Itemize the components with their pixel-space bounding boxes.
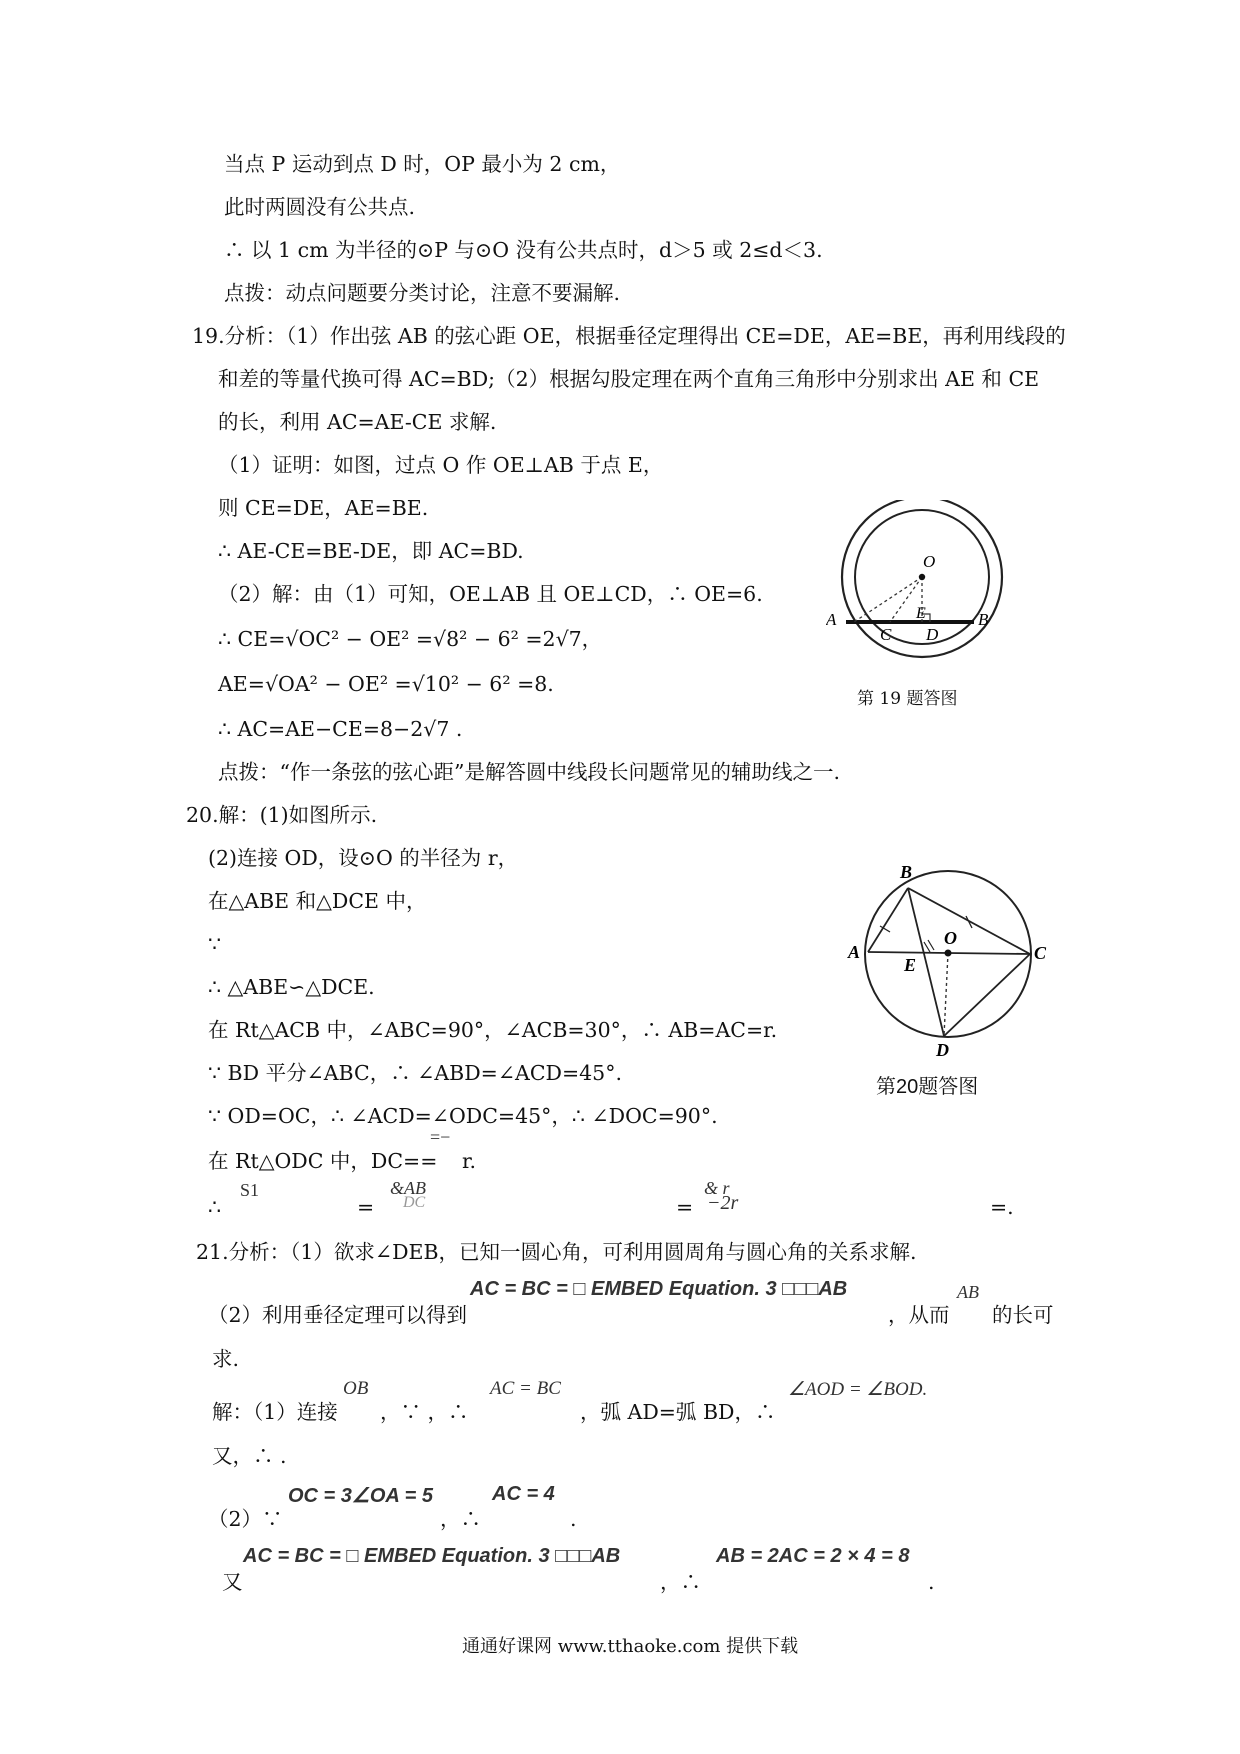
figure-20-caption: 第20题答图	[876, 1076, 979, 1098]
text-line: 19.分析：（1）作出弦 AB 的弦心距 OE，根据垂径定理得出 CE=DE，AE=BE，再利用线段的	[192, 324, 1066, 348]
embed-equation: AC = BC = □ EMBED Equation. 3 □□□AB	[243, 1545, 621, 1567]
label-o: O	[944, 928, 957, 948]
text-line: AE=√OA² − OE² =√10² − 6² =8.	[218, 672, 554, 696]
text-line: ，从而	[888, 1303, 950, 1327]
text-line: ∴ CE=√OC² − OE² =√8² − 6² =2√7，	[218, 627, 603, 651]
text-line: .	[570, 1507, 577, 1531]
text-line: 又，∴ .	[212, 1444, 287, 1468]
text-line: r.	[462, 1149, 477, 1173]
text-line: (2)连接 OD，设⊙O 的半径为 r，	[208, 846, 519, 870]
figure-20-diagram	[844, 858, 1054, 1068]
figure-19-caption: 第 19 题答图	[857, 689, 958, 709]
segment-oa	[854, 577, 922, 622]
text-line: ，∵ ，∴	[380, 1400, 469, 1424]
angle-mark-2	[928, 940, 934, 950]
text-line: 此时两圆没有公共点.	[224, 195, 416, 219]
equation-fragment: OB	[343, 1378, 369, 1399]
text-line: （2）解：由（1）可知，OE⊥AB 且 OE⊥CD，∴ OE=6.	[218, 582, 763, 606]
equation-fragment: ∠AOD = ∠BOD.	[788, 1379, 928, 1400]
equation-fragment: =−	[430, 1127, 451, 1147]
label-a: A	[826, 610, 837, 629]
text-line: 的长可	[992, 1303, 1054, 1327]
text-line: 解：（1）连接	[212, 1400, 338, 1424]
text-line: 和差的等量代换可得 AC=BD;（2）根据勾股定理在两个直角三角形中分别求出 AE 和 CE	[218, 367, 1040, 391]
text-line: ∴	[208, 1195, 222, 1219]
equation-fragment: & r	[704, 1178, 730, 1198]
text-line: 点拨：动点问题要分类讨论，注意不要漏解.	[224, 281, 621, 305]
text-line: 又	[222, 1570, 243, 1594]
text-line: 21.分析：（1）欲求∠DEB，已知一圆心角，可利用圆周角与圆心角的关系求解.	[196, 1240, 917, 1264]
equation-fragment: −2r	[707, 1192, 739, 1214]
text-line: ∵ BD 平分∠ABC，∴ ∠ABD=∠ACD=45°.	[208, 1061, 622, 1085]
text-line: 求.	[212, 1347, 240, 1371]
text-line: ，∴	[440, 1507, 481, 1531]
text-line: ∴ AE-CE=BE-DE，即 AC=BD.	[218, 539, 524, 563]
text-line: 在 Rt△ACB 中，∠ABC=90°，∠ACB=30°，∴ AB=AC=r.	[208, 1018, 778, 1042]
text-line: ∴ 以 1 cm 为半径的⊙P 与⊙O 没有公共点时，d＞5 或 2≤d＜3.	[224, 238, 823, 262]
text-line: （2）利用垂径定理可以得到	[208, 1303, 468, 1327]
figure-19-diagram	[826, 500, 1006, 660]
text-line: 当点 P 运动到点 D 时，OP 最小为 2 cm，	[224, 152, 621, 176]
label-e: E	[904, 955, 917, 975]
equation-fragment: AC = BC	[490, 1378, 561, 1399]
equation-fragment	[716, 1545, 909, 1568]
text-line: .	[928, 1570, 935, 1594]
text-line: 的长，利用 AC=AE-CE 求解.	[218, 410, 497, 434]
label-c: C	[1034, 943, 1047, 963]
equation-bold: AB = 2AC = 2 × 4 = 8	[716, 1545, 910, 1567]
text-line: ，弧 AD=弧 BD，∴	[580, 1400, 776, 1424]
text-line: 在△ABE 和△DCE 中，	[208, 889, 427, 913]
label-c: C	[880, 625, 892, 644]
segment-dc	[944, 954, 1030, 1036]
equation-bold: OC = 3∠OA = 5	[288, 1485, 434, 1507]
equation-fragment	[492, 1483, 555, 1506]
text-line: ，∴	[660, 1570, 701, 1594]
label-a: A	[848, 942, 861, 962]
label-d: D	[926, 625, 939, 644]
text-line: 20.解：(1)如图所示.	[186, 803, 378, 827]
equation-fragment: AB	[957, 1282, 979, 1302]
text-line: 在 Rt△ODC 中，DC==	[208, 1149, 438, 1173]
label-e: E	[916, 605, 926, 622]
center-point	[945, 950, 952, 957]
label-b: B	[978, 610, 989, 629]
page-footer: 通通好课网 www.tthaoke.com 提供下载	[462, 1636, 799, 1657]
text-line: ∵	[208, 932, 222, 956]
text-line: 则 CE=DE，AE=BE.	[218, 496, 429, 520]
equation-fragment	[470, 1278, 847, 1301]
text-line: ∵ OD=OC，∴ ∠ACD=∠ODC=45°，∴ ∠DOC=90°.	[208, 1104, 718, 1128]
equation-bold: AC = 4	[492, 1483, 555, 1505]
center-point	[919, 574, 925, 580]
equation-fragment: &AB	[390, 1178, 426, 1198]
text-line: ∴ △ABE∽△DCE.	[208, 975, 375, 999]
text-line: =	[676, 1195, 694, 1219]
angle-mark-1	[924, 942, 930, 952]
label-d: D	[936, 1040, 949, 1060]
text-line: （2）∵	[208, 1507, 283, 1531]
text-line: 点拨：“作一条弦的弦心距”是解答圆中线段长问题常见的辅助线之一.	[218, 760, 840, 784]
equation-fragment: DC	[403, 1194, 426, 1211]
equation-fragment	[288, 1483, 433, 1508]
text-line: ∴ AC=AE−CE=8−2√7 .	[218, 717, 463, 741]
text-line: （1）证明：如图，过点 O 作 OE⊥AB 于点 E，	[218, 453, 664, 477]
text-line: =	[357, 1195, 375, 1219]
segment-od	[944, 953, 948, 1036]
embed-equation: AC = BC = □ EMBED Equation. 3 □□□AB	[470, 1278, 848, 1300]
equation-fragment	[243, 1545, 620, 1568]
label-b: B	[900, 862, 913, 882]
equation-fragment: S1	[240, 1180, 260, 1200]
text-line: =.	[990, 1195, 1014, 1219]
label-o: O	[923, 552, 936, 571]
